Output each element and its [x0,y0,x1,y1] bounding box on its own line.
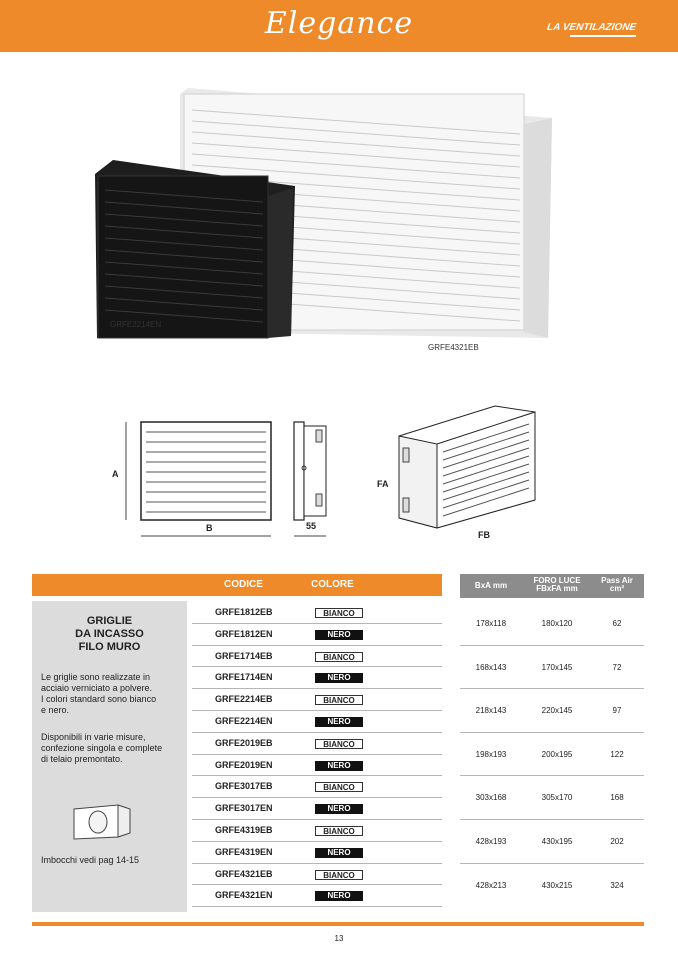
header-bar [0,0,678,52]
table-row: GRFE4319EB BIANCO [192,820,442,842]
brand-logo: LA VENTILAZIONE [546,22,637,33]
codes-table-body [192,602,442,907]
table-row: 218x143 220x145 97 [460,689,644,733]
color-badge-black: NERO [315,761,363,771]
color-badge-white: BIANCO [315,608,363,618]
dims-table-body [460,602,644,907]
description-text: Le griglie sono realizzate in acciaio verniciato a polvere. I colori standard sono bianco e nero. [41,672,157,715]
dim-fb-label: FB [478,530,490,540]
table-row: GRFE4321EN NERO [192,885,442,907]
color-badge-white: BIANCO [315,695,363,705]
table-row: GRFE1714EB BIANCO [192,646,442,668]
dim-fa-label: FA [377,479,389,489]
table-row: GRFE2019EN NERO [192,755,442,777]
table-row: 178x118 180x120 62 [460,602,644,646]
table-row: GRFE2214EN NERO [192,711,442,733]
header-bxa: BxA mm [474,581,508,590]
table-row: GRFE1714EN NERO [192,667,442,689]
table-row: 428x213 430x215 324 [475,880,624,890]
color-badge-white: BIANCO [315,826,363,836]
spigot-note: Imbocchi vedi pag 14-15 [41,855,140,865]
photo-caption-white: GRFE4321EB [428,343,479,352]
table-row: GRFE2019EB BIANCO [192,733,442,755]
table-row: 168x143 170x145 72 [460,646,644,690]
availability-text: Disponibili in varie misure, confezione singola e complete di telaio premontato. [41,732,163,764]
table-row: GRFE3017EN NERO [192,798,442,820]
brand-underline [570,35,636,37]
color-badge-white: BIANCO [315,652,363,662]
header-pass-air: Pass Air cm² [601,576,633,593]
color-badge-black: NERO [315,891,363,901]
header-codice: CODICE [224,579,263,590]
black-grille-photo [95,160,295,342]
header-foro-luce: FORO LUCE FBxFA mm [533,576,581,593]
footer-divider [32,922,644,926]
front-view-drawing [120,418,280,543]
header-colore: COLORE [311,579,354,590]
table-row: 198x193 200x195 122 [460,733,644,777]
table-row: GRFE4321EB BIANCO [192,864,442,886]
photo-caption-black: GRFE2214EN [110,320,162,329]
color-badge-black: NERO [315,804,363,814]
table-row: 303x168 305x170 168 [460,776,644,820]
color-badge-black: NERO [315,717,363,727]
table-row: GRFE1812EB BIANCO [192,602,442,624]
table-row: GRFE4319EN NERO [192,842,442,864]
codes-table-header [32,574,442,596]
color-badge-black: NERO [315,673,363,683]
color-badge-black: NERO [315,848,363,858]
dim-b-label: B [206,523,213,533]
description-heading: GRIGLIE DA INCASSO FILO MURO [75,615,144,653]
table-row: GRFE1812EN NERO [192,624,442,646]
color-badge-white: BIANCO [315,739,363,749]
dim-a-label: A [112,469,119,479]
color-badge-white: BIANCO [315,870,363,880]
dim-depth-label: 55 [306,521,317,531]
page-title: Elegance [264,6,414,41]
table-row: GRFE3017EB BIANCO [192,776,442,798]
description-box [32,601,187,912]
color-badge-black: NERO [315,630,363,640]
table-row: GRFE2214EB BIANCO [192,689,442,711]
dims-table-header [460,574,644,598]
color-badge-white: BIANCO [315,782,363,792]
page-number: 13 [334,934,344,943]
perspective-view-drawing [395,400,540,530]
duct-spigot-icon [72,803,134,841]
table-row: 428x193 430x195 202 [460,820,644,864]
